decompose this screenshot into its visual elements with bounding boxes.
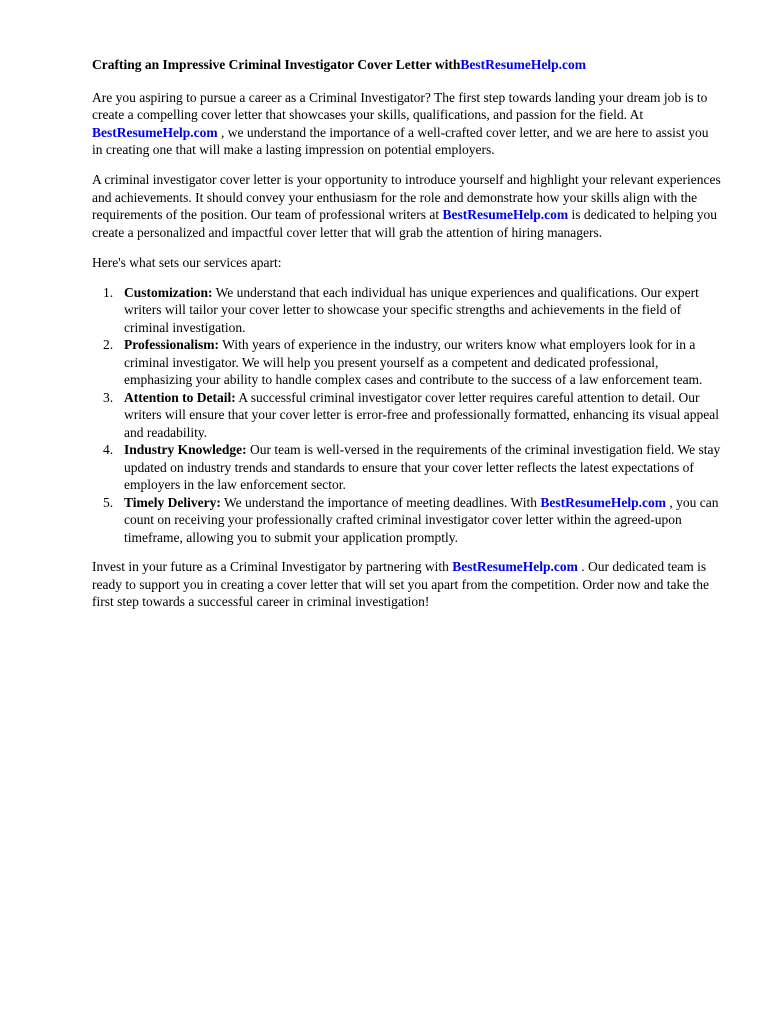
intro-paragraph-2 xyxy=(92,171,722,241)
service-item-number: 2. xyxy=(103,337,114,352)
service-item-text xyxy=(124,442,720,492)
bold-text-run: Timely Delivery: xyxy=(124,494,221,510)
service-item-text xyxy=(124,285,699,335)
text-run: We understand that each individual has unique experiences and qualifications. Our expert writers will tailor your cover letter to showcase your specific strengths and achievements in the field of criminal investigation. xyxy=(124,284,699,335)
page-title xyxy=(92,56,722,74)
service-list-item xyxy=(92,494,722,547)
text-run: A criminal investigator cover letter is your opportunity to introduce yourself and highlight your relevant experiences and achievements. It should convey your enthusiasm for the role and demonstrate how your skills align with the requirements of the position. Our team of professional writers at xyxy=(92,172,721,222)
text-run: , we understand the importance of a well-crafted cover letter, and we are here to assist you in creating one that will make a lasting impression on potential employers. xyxy=(92,124,709,157)
service-list-item xyxy=(92,284,722,337)
service-item-number: 3. xyxy=(103,389,114,405)
text-run: Are you aspiring to pursue a career as a Criminal Investigator? The first step towards landing your dream job is to create a compelling cover letter that showcases your skills, qualifications, and passion for the field. At xyxy=(92,89,708,122)
service-item-text xyxy=(124,495,718,545)
service-item-text xyxy=(124,390,719,440)
service-item-text xyxy=(124,337,702,387)
text-run: is dedicated to helping you create a personalized and impactful cover letter that will grab the attention of hiring managers. xyxy=(92,207,717,240)
service-item-number: 1. xyxy=(103,284,114,300)
bold-text-run: Professionalism: xyxy=(124,337,219,352)
brand-link[interactable]: BestResumeHelp.com xyxy=(540,494,666,510)
brand-link[interactable]: BestResumeHelp.com xyxy=(92,124,218,140)
bold-text-run: Industry Knowledge: xyxy=(124,442,247,457)
intro-paragraph-1 xyxy=(92,89,722,159)
service-list-item xyxy=(92,389,722,442)
brand-link[interactable]: BestResumeHelp.com xyxy=(452,559,578,574)
text-run: Invest in your future as a Criminal Investigator by partnering with xyxy=(92,559,453,574)
bold-text-run: Crafting an Impressive Criminal Investigator Cover Letter with xyxy=(92,57,461,72)
service-item-number: 4. xyxy=(103,442,114,457)
bold-text-run: Attention to Detail: xyxy=(124,389,236,405)
service-list-item xyxy=(92,336,722,389)
bold-text-run: Customization: xyxy=(124,284,213,300)
services-intro-line: Here's what sets our services apart: xyxy=(92,254,282,270)
text-run: With years of experience in the industry, our writers know what employers look for in a criminal investigator. We will help you present yourself as a competent and dedicated professional, emphasizing your ability to handle complex cases and contribute to the success of a law enforcement team. xyxy=(124,337,703,387)
service-item-number: 5. xyxy=(103,494,114,510)
text-run: We understand the importance of meeting deadlines. With xyxy=(220,494,541,510)
text-run: , you can count on receiving your professionally crafted criminal investigator cover letter within the agreed-upon timeframe, allowing you to submit your application promptly. xyxy=(124,494,719,545)
text-run: Our team is well-versed in the requirements of the criminal investigation field. We stay updated on industry trends and standards to ensure that your cover letter reflects the latest expectations of employers in the law enforcement sector. xyxy=(124,442,721,492)
brand-link[interactable]: BestResumeHelp.com xyxy=(442,207,569,222)
text-run: . Our dedicated team is ready to support you in creating a cover letter that will set you apart from the competition. Order now and take the first step towards a successful career in criminal investigation! xyxy=(92,559,710,609)
service-list-item xyxy=(92,441,722,494)
text-run: A successful criminal investigator cover letter requires careful attention to detail. Our writers will ensure that your cover letter is error-free and professionally formatted, enhancing its visual appeal and readability. xyxy=(124,389,720,440)
services-list xyxy=(92,284,722,547)
brand-link[interactable]: BestResumeHelp.com xyxy=(460,57,586,72)
closing-paragraph xyxy=(92,558,722,611)
